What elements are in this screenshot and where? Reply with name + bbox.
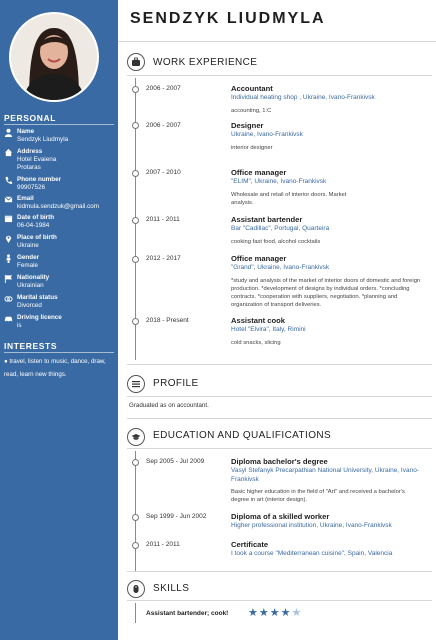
sidebar bbox=[0, 0, 118, 640]
divider bbox=[127, 571, 432, 572]
personal-value: kidmula.sendzuk@gmail.com bbox=[17, 203, 99, 210]
entry-title: Designer bbox=[231, 121, 264, 130]
timeline-dot bbox=[132, 318, 139, 325]
entry-title: Certificate bbox=[231, 540, 269, 549]
personal-heading: PERSONAL bbox=[4, 113, 57, 123]
divider bbox=[127, 75, 432, 76]
personal-value: is bbox=[17, 322, 22, 329]
divider bbox=[127, 418, 432, 419]
divider bbox=[127, 396, 432, 397]
entry-date: 2007 - 2010 bbox=[146, 169, 181, 176]
personal-value: Divorced bbox=[17, 302, 42, 309]
entry-date: Sep 2005 - Jul 2009 bbox=[146, 458, 205, 465]
divider bbox=[4, 352, 114, 353]
entry-description: cooking fast food, alcohol cocktails bbox=[231, 239, 321, 245]
personal-label: Marital status bbox=[17, 294, 58, 301]
timeline-line bbox=[135, 603, 136, 623]
timeline-dot bbox=[132, 256, 139, 263]
entry-title: Accountant bbox=[231, 84, 273, 93]
entry-place: Individual heating shop , Ukraine, Ivano-Frankivsk bbox=[231, 94, 375, 101]
skill-rating bbox=[248, 606, 302, 619]
entry-place: "Grand", Ukraine, Ivano-Frankivsk bbox=[231, 264, 330, 271]
divider bbox=[118, 41, 436, 42]
star-filled-icon: ★ bbox=[269, 607, 281, 619]
interests-text: travel, listen to music, dance, draw, read, learn new things. bbox=[4, 358, 106, 378]
star-filled-icon: ★ bbox=[280, 607, 292, 619]
personal-label: Gender bbox=[17, 254, 40, 261]
interests-heading: INTERESTS bbox=[4, 341, 58, 351]
entry-description: Wholesale and retail of interior doors. Market analysis. bbox=[231, 192, 347, 206]
entry-date: 2006 - 2007 bbox=[146, 122, 181, 129]
email-icon bbox=[4, 195, 13, 204]
entry-date: Sep 1999 - Jun 2002 bbox=[146, 513, 207, 520]
personal-label: Driving licence bbox=[17, 314, 62, 321]
entry-place: Ukraine, Ivano-Frankivsk bbox=[231, 131, 303, 138]
timeline-dot bbox=[132, 217, 139, 224]
entry-date: 2012 - 2017 bbox=[146, 255, 181, 262]
entry-place: "ELIM", Ukraine, Ivano-Frankivsk bbox=[231, 178, 327, 185]
personal-value: 06-04-1984 bbox=[17, 222, 50, 229]
work-experience-heading: WORK EXPERIENCE bbox=[153, 57, 258, 68]
profile-heading: PROFILE bbox=[153, 378, 199, 389]
entry-date: 2011 - 2011 bbox=[146, 541, 180, 548]
entry-date: 2018 - Present bbox=[146, 317, 189, 324]
timeline-dot bbox=[132, 122, 139, 129]
entry-description: *study and analysis of the market of interior doors of domestic and foreign production. *development of designs by individual orders. *concluding contracts. *cooperation with suppliers, negotiation. *planning and organization of transport deliveries. bbox=[231, 278, 421, 308]
entry-place: Hotel "Elvira", Italy, Rimini bbox=[231, 326, 306, 333]
entry-title: Assistant cook bbox=[231, 316, 286, 325]
entry-description: Basic higher education in the field of "Art" and received a bachelor's degree in art (interior design). bbox=[231, 489, 405, 503]
profile-lines-icon bbox=[127, 375, 145, 393]
location-icon bbox=[4, 234, 13, 243]
personal-label: Phone number bbox=[17, 176, 62, 183]
candidate-name: SENDZYK LIUDMYLA bbox=[130, 10, 326, 27]
personal-value: Female bbox=[17, 262, 38, 269]
profile-photo bbox=[9, 12, 99, 102]
personal-label: Address bbox=[17, 148, 43, 155]
personal-value: Ukrainian bbox=[17, 282, 44, 289]
phone-icon bbox=[4, 176, 13, 185]
entry-title: Diploma bachelor's degree bbox=[231, 457, 328, 466]
skill-name: Assistant bartender; cook! bbox=[146, 610, 229, 617]
interests-list bbox=[4, 355, 112, 381]
home-icon bbox=[4, 148, 13, 157]
timeline-dot bbox=[132, 170, 139, 177]
entry-title: Assistant bartender bbox=[231, 215, 303, 224]
entry-title: Office manager bbox=[231, 254, 287, 263]
divider bbox=[4, 124, 114, 125]
timeline-dot bbox=[132, 542, 139, 549]
personal-label: Place of birth bbox=[17, 234, 57, 241]
entry-title: Diploma of a skilled worker bbox=[231, 512, 330, 521]
skills-heading: SKILLS bbox=[153, 583, 190, 594]
briefcase-icon bbox=[127, 53, 145, 71]
timeline-line bbox=[135, 451, 136, 571]
entry-date: 2006 - 2007 bbox=[146, 85, 181, 92]
timeline-dot bbox=[132, 86, 139, 93]
calendar-icon bbox=[4, 214, 13, 223]
bullet-icon: ● bbox=[4, 358, 10, 365]
personal-label: Nationality bbox=[17, 274, 50, 281]
divider bbox=[127, 364, 432, 365]
rings-icon bbox=[4, 294, 13, 303]
flag-icon bbox=[4, 274, 13, 283]
person-icon bbox=[4, 128, 13, 137]
divider bbox=[127, 600, 432, 601]
personal-label: Email bbox=[17, 195, 34, 202]
personal-label: Name bbox=[17, 128, 35, 135]
education-heading: EDUCATION AND QUALIFICATIONS bbox=[153, 430, 332, 441]
timeline-dot bbox=[132, 514, 139, 521]
entry-place: Vasyl Stefanyk Precarpathian National University, Ukraine, Ivano-Frankivsk bbox=[231, 467, 419, 483]
car-icon bbox=[4, 314, 13, 323]
star-empty-icon: ★ bbox=[291, 607, 303, 619]
timeline-dot bbox=[132, 459, 139, 466]
profile-text: Graduated as on accountant. bbox=[129, 402, 209, 409]
entry-description: interior designer bbox=[231, 145, 273, 151]
graduation-cap-icon bbox=[127, 428, 145, 446]
personal-value: 99907526 bbox=[17, 184, 46, 191]
entry-place: I took a course "Mediterranean cuisine", Spain, Valencia bbox=[231, 550, 393, 557]
star-filled-icon: ★ bbox=[258, 607, 270, 619]
personal-value: Hotel Evaiena Protaras bbox=[17, 156, 57, 171]
gender-icon bbox=[4, 254, 13, 263]
entry-description: accounting, 1:C bbox=[231, 108, 272, 114]
personal-label: Date of birth bbox=[17, 214, 55, 221]
star-filled-icon: ★ bbox=[248, 607, 259, 619]
entry-place: Bar "Cadillac", Portugal, Quarteira bbox=[231, 225, 330, 232]
entry-date: 2011 - 2011 bbox=[146, 216, 180, 223]
divider bbox=[127, 448, 432, 449]
personal-value: Ukraine bbox=[17, 242, 39, 249]
entry-place: Higher professional institution, Ukraine, Ivano-Frankivsk bbox=[231, 522, 392, 529]
entry-title: Office manager bbox=[231, 168, 287, 177]
entry-description: cold snacks, slicing bbox=[231, 340, 281, 346]
personal-value: Sendzyk Liudmyla bbox=[17, 136, 69, 143]
mouse-icon bbox=[127, 580, 145, 598]
